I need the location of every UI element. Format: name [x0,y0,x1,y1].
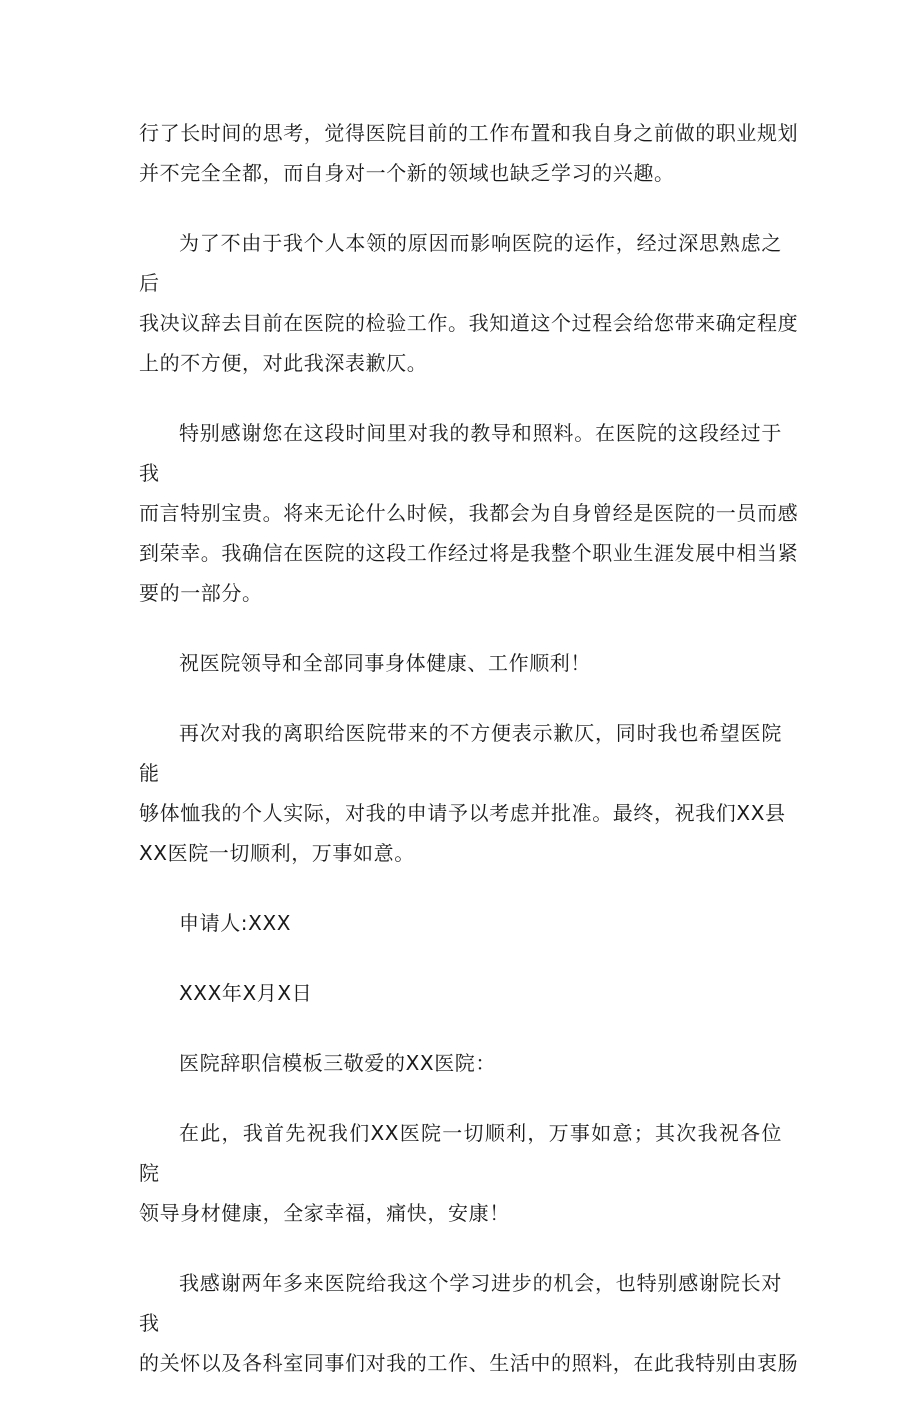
paragraph-10 [139,1263,799,1383]
template-heading: 医院辞职信模板三敬爱的XX医院： [179,1051,497,1075]
text-line: 特别感谢您在这段时间里对我的教导和照料。在医院的这段经过于我 [139,421,782,485]
text-line: 我感谢两年多来医院给我这个学习进步的机会，也特别感谢院长对我 [139,1271,782,1335]
text-line: 上的不方便，对此我深表歉仄。 [139,351,428,375]
paragraph-2 [139,223,799,383]
text-line: 我决议辞去目前在医院的检验工作。我知道这个过程会给您带来确定程度 [139,311,799,335]
applicant-line: 申请人:XXX [179,911,292,935]
text-line: 领导身材健康，全家幸福，痛快，安康！ [139,1201,510,1225]
text-line: 并不完全全都，而自身对一个新的领域也缺乏学习的兴趣。 [139,161,675,185]
paragraph-3 [139,413,799,613]
text-line: 的关怀以及各科室同事们对我的工作、生活中的照料，在此我特别由衷肠 [139,1351,799,1375]
paragraph-template-heading [139,1043,782,1083]
text-line: 再次对我的离职给医院带来的不方便表示歉仄，同时我也希望医院能 [139,721,782,785]
date-line: XXX年X月X日 [179,981,313,1005]
text-line: 为了不由于我个人本领的原因而影响医院的运作，经过深思熟虑之后 [139,231,782,295]
text-line: 而言特别宝贵。将来无论什么时候，我都会为自身曾经是医院的一员而感 [139,501,799,525]
text-line: 到荣幸。我确信在医院的这段工作经过将是我整个职业生涯发展中相当紧 [139,541,799,565]
text-line: XX医院一切顺利，万事如意。 [139,841,415,865]
text-line: 祝医院领导和全部同事身体健康、工作顺利！ [179,651,591,675]
paragraph-1 [139,113,799,193]
text-line: 够体恤我的个人实际，对我的申请予以考虑并批准。最终，祝我们XX县 [139,801,786,825]
paragraph-9 [139,1113,782,1233]
paragraph-4 [139,643,782,683]
paragraph-applicant [139,903,782,943]
paragraph-date [139,973,782,1013]
document-body [139,113,799,1413]
text-line: 在此，我首先祝我们XX医院一切顺利，万事如意；其次我祝各位院 [139,1121,782,1185]
text-line: 行了长时间的思考，觉得医院目前的工作布置和我自身之前做的职业规划 [139,121,799,145]
text-line: 要的一部分。 [139,581,263,605]
paragraph-5 [139,713,786,873]
